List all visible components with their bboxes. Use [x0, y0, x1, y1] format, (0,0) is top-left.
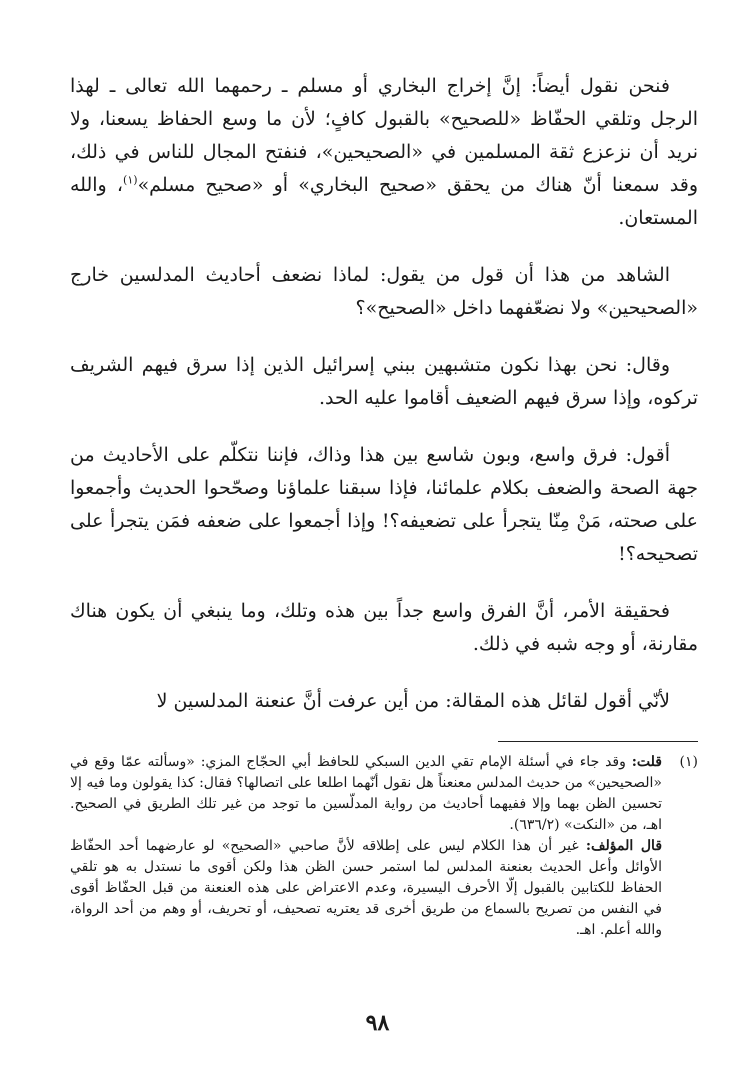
footnote-1-part-1 [70, 752, 662, 836]
paragraph-2: الشاهد من هذا أن قول من يقول: لماذا نضعف أحاديث المدلسين خارج «الصحيحين» ولا نضعّفهما داخل «الصحيح»؟ [70, 264, 698, 319]
footnote-text: وقد جاء في أسئلة الإمام تقي الدين السبكي للحافظ أبي الحجّاج المزي: «وسألته عمّا وقع في «الصحيحين» من حديث المدلس معنعناً هل نقول أنّهما اطلعا على اتصالها؟ فقال: كذا يقولون وما فيه إلا تحسين الظن بهما وإلا ففيهما أحاديث من رواية المدلّسين ما توجد من غير تلك الطريق في الصحيح. اهـ، من «النكت» (٦٣٦/٢). [70, 754, 662, 833]
footnote-1 [70, 752, 698, 941]
footnote-lead: قلت: [631, 754, 662, 770]
page-number: ٩٨ [365, 1010, 390, 1036]
footnote-text-2: غير أن هذا الكلام ليس على إطلاقه لأنَّ صاحبي «الصحيح» لو عارضهما أحد الحفّاظ الأوائل وأعل الحديث بعنعنة المدلس لما استمر حسن الظن هذا ولكن أقوى ما نستدل به هو تلقي الحفاظ للكتابين بالقبول إلّا الأحرف اليسيرة، وعدم الاعتراض على هذه العنعنة من قبل الحفّاظ أقوى في النفس من تصريح بالسماع من طريق أخرى قد يعتريه تصحيف، أو تحريف، أو وهم من أحد الرواة، والله أعلم. اهـ. [70, 838, 662, 938]
paragraph-6: لأنّي أقول لقائل هذه المقالة: من أين عرفت أنَّ عنعنة المدلسين لا [156, 690, 670, 712]
footnote-number: (١) [679, 754, 698, 770]
paragraph-4: أقول: فرق واسع، وبون شاسع بين هذا وذاك، فإننا نتكلّم على الأحاديث من جهة الصحة والضعف بكلام علمائنا، فإذا سبقنا علماؤنا وصحّحوا الحديث وأجمعوا على صحته، مَنْ مِنّا يتجرأ على تضعيفه؟! وإذا أجمعوا على ضعفه فمَن يتجرأ على تصحيحه؟! [70, 444, 698, 565]
paragraph-1-text: فنحن نقول أيضاً: إنَّ إخراج البخاري أو مسلم ـ رحمهما الله تعالى ـ لهذا الرجل وتلقي الحفّاظ «للصحيح» بالقبول كافٍ؛ لأن ما وسع الحفاظ يسعنا، ولا نريد أن نزعزع ثقة المسلمين في «الصحيحين»، فنفتح المجال للناس في ذلك، وقد سمعنا أنّ هناك من يحقق «صحيح البخاري» أو «صحيح مسلم» [70, 75, 698, 196]
paragraph-3: وقال: نحن بهذا نكون متشبهين ببني إسرائيل الذين إذا سرق فيهم الشريف تركوه، وإذا سرق فيهم الضعيف أقاموا عليه الحد. [70, 354, 698, 409]
paragraph-1-tail: ، والله المستعان. [70, 174, 698, 229]
paragraph-5: فحقيقة الأمر، أنَّ الفرق واسع جداً بين هذه وتلك، وما ينبغي أن يكون هناك مقارنة، أو وجه شبه في ذلك. [70, 600, 698, 655]
main-text [70, 70, 698, 742]
footnote-1-part-2 [70, 836, 662, 941]
footnotes [70, 752, 698, 941]
paragraph-1 [70, 70, 698, 235]
footnote-separator [498, 741, 698, 742]
footnote-lead-2: قال المؤلف: [585, 838, 663, 854]
footnote-reference[interactable]: (١) [123, 173, 138, 187]
